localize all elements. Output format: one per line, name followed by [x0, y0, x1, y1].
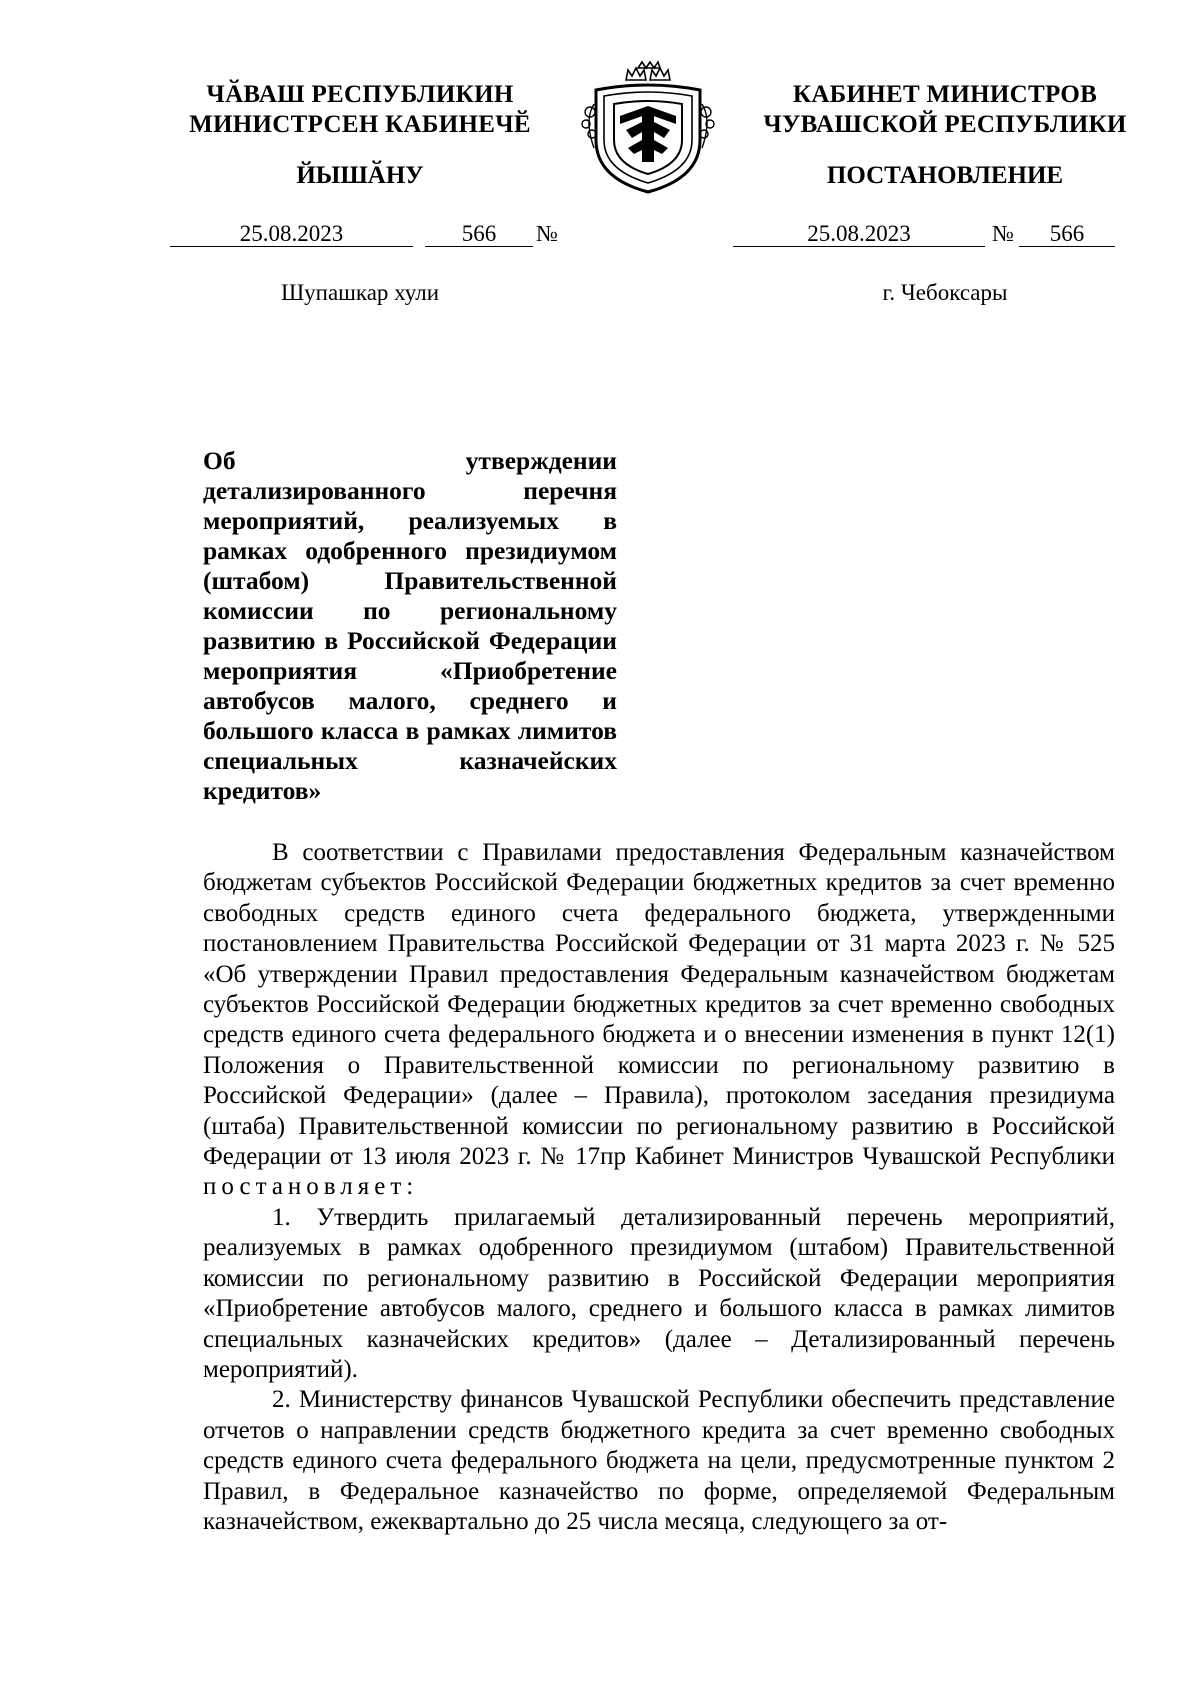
left-number-sign: №	[536, 221, 558, 246]
right-number-field: 566	[1019, 222, 1115, 247]
body-paragraph-1-text: В соответствии с Правилами предоставления Федеральным казначейством бюджетам субъектов Российской Федерации бюджетных кредитов за счет временно свободных средств единого счета федерального бюджета, утвержденными постановлением Правительства Российской Федерации от 31 марта 2023 г. № 525 «Об утверждении Правил предоставления Федеральным казначейством бюджетам субъектов Российской Федерации бюджетных кредитов за счет временно свободных средств единого счета федерального бюджета и о внесении изменения в пункт 12(1) Положения о Правительственной комиссии по региональному развитию в Российской Федерации» (далее – Правила), протоколом заседания президиума (штаба) Правительственной комиссии по региональному развитию в Российской Федерации от 13 июля 2023 г. № 17пр Кабинет Министров Чувашской Республики	[203, 839, 1115, 1171]
body-paragraph-3: 2. Министерству финансов Чувашской Республики обеспечить представление отчетов о направлении средств бюджетного кредита за счет временно свободных средств единого счета федерального бюджета на цели, предусмотренные пунктом 2 Правил, в Федеральное казначейство по форме, определяемой Федеральным казначейством, ежеквартально до 25 числа месяца, следующего за от-	[203, 1386, 1115, 1535]
left-org-line1: ЧӐВАШ РЕСПУБЛИКИН	[206, 81, 514, 108]
chuvash-coat-of-arms-icon	[576, 60, 720, 195]
right-date-field: 25.08.2023	[733, 222, 985, 247]
coat-of-arms-emblem	[576, 60, 720, 195]
document-body	[203, 838, 1115, 1537]
left-org-name	[150, 80, 570, 140]
document-subject: Об утверждении детализированного перечня мероприятий, реализуемых в рамках одобренного президиумом (штабом) Правительственной комиссии по региональному развитию в Российской Федерации мероприятия «Приобретение автобусов малого, среднего и большого класса в рамках лимитов специальных казначейских кредитов»	[203, 446, 617, 805]
right-org-line1: КАБИНЕТ МИНИСТРОВ	[792, 81, 1098, 108]
resolves-word: постановляет:	[203, 1173, 419, 1201]
left-org-line2: МИНИСТРСЕН КАБИНЕЧӖ	[189, 111, 531, 138]
left-city: Шупашкар хули	[280, 280, 440, 305]
right-doc-type: ПОСТАНОВЛЕНИЕ	[826, 162, 1064, 189]
body-paragraph-1	[203, 838, 1115, 1203]
body-paragraph-2: 1. Утвердить прилагаемый детализированный перечень мероприятий, реализуемых в рамках одобренного президиумом (штабом) Правительственной комиссии по региональному развитию в Российской Федерации мероприятия «Приобретение автобусов малого, среднего и большого класса в рамках лимитов специальных казначейских кредитов» (далее – Детализированный перечень мероприятий).	[203, 1203, 1115, 1383]
right-org-line2: ЧУВАШСКОЙ РЕСПУБЛИКИ	[763, 111, 1127, 138]
right-city: г. Чебоксары	[882, 280, 1008, 305]
left-doc-type: ЙЫШӐНУ	[296, 162, 424, 189]
right-number-sign: №	[992, 221, 1014, 246]
left-date-field: 25.08.2023	[170, 222, 413, 247]
left-number-field: 566	[425, 222, 533, 247]
right-org-name	[735, 80, 1155, 140]
